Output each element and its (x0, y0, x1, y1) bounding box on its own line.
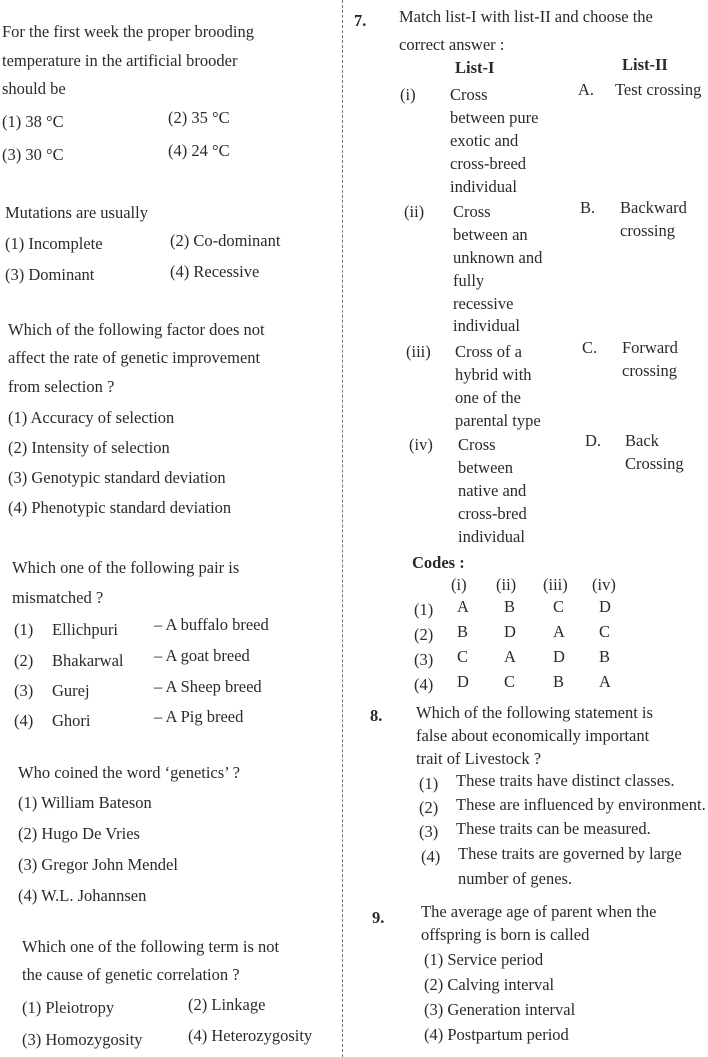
question-stem-line: offspring is born is called (421, 925, 590, 944)
question-stem-line: the cause of genetic correlation ? (22, 965, 240, 984)
code-value: A (599, 672, 611, 691)
question-stem-line: Which of the following statement is (416, 703, 653, 722)
option-text[interactable]: These are influenced by environment. (456, 795, 706, 814)
code-option-number[interactable]: (2) (414, 625, 434, 644)
match-row-number: (iv) (409, 435, 433, 454)
pair-meaning: – A buffalo breed (154, 615, 269, 634)
question-stem-line: Who coined the word ‘genetics’ ? (18, 763, 240, 782)
option-number[interactable]: (2) (419, 798, 439, 817)
question-stem-line: from selection ? (8, 377, 115, 396)
column-divider (342, 0, 343, 1057)
option-2[interactable]: (2) 35 °C (168, 108, 230, 127)
list-1-item-text: unknown and (453, 248, 543, 267)
list-2-item-text: crossing (622, 361, 677, 380)
question-stem-line: trait of Livestock ? (416, 749, 542, 768)
code-value: A (457, 597, 469, 616)
pair-number[interactable]: (4) (14, 711, 34, 730)
option-3[interactable]: (3) Gregor John Mendel (18, 855, 178, 874)
option-3[interactable]: (3) 30 °C (2, 145, 64, 164)
list-1-item-text: recessive (453, 294, 514, 313)
option-3[interactable]: (3) Genotypic standard deviation (8, 468, 226, 487)
question-stem-line: For the first week the proper brooding (2, 22, 255, 41)
option-4[interactable]: (4) W.L. Johannsen (18, 886, 147, 905)
list-2-item-text: Test crossing (615, 80, 702, 99)
list-1-item-text: parental type (455, 411, 541, 430)
question-stem-line: Which one of the following pair is (12, 558, 240, 577)
list-1-item-text: between pure (450, 108, 539, 127)
list-1-item-text: between an (453, 225, 528, 244)
code-value: A (553, 622, 565, 641)
option-2[interactable]: (2) Linkage (188, 995, 266, 1014)
question-stem-line: The average age of parent when the (421, 902, 657, 921)
question-stem-line: affect the rate of genetic improvement (8, 348, 261, 367)
list-1-header: List-I (455, 58, 495, 77)
code-value: D (504, 622, 516, 641)
code-value: A (504, 647, 516, 666)
question-stem-line: false about economically important (416, 726, 650, 745)
list-2-key: C. (582, 338, 598, 357)
option-2[interactable]: (2) Intensity of selection (8, 438, 170, 457)
list-1-item-text: Cross (458, 435, 496, 454)
list-1-item-text: cross-breed (450, 154, 527, 173)
question-number: 8. (370, 706, 383, 725)
pair-meaning: – A goat breed (154, 646, 250, 665)
option-3[interactable]: (3) Homozygosity (22, 1030, 143, 1049)
option-1[interactable]: (1) Pleiotropy (22, 998, 115, 1017)
list-2-item-text: crossing (620, 221, 675, 240)
pair-term: Gurej (52, 681, 90, 700)
list-1-item-text: individual (450, 177, 517, 196)
code-value: D (553, 647, 565, 666)
question-stem-line: Which one of the following term is not (22, 937, 280, 956)
pair-number[interactable]: (1) (14, 620, 34, 639)
pair-term: Bhakarwal (52, 651, 124, 670)
list-2-item-text: Back (625, 431, 659, 450)
list-1-item-text: Cross of a (455, 342, 522, 361)
list-1-item-text: one of the (455, 388, 521, 407)
codes-column-header: (iv) (592, 575, 616, 594)
option-4[interactable]: (4) Phenotypic standard deviation (8, 498, 232, 517)
question-number: 9. (372, 908, 385, 927)
list-1-item-text: Cross (450, 85, 488, 104)
option-3[interactable]: (3) Generation interval (424, 1000, 576, 1019)
option-1[interactable]: (1) William Bateson (18, 793, 152, 812)
list-1-item-text: individual (458, 527, 525, 546)
code-value: C (504, 672, 516, 691)
option-number[interactable]: (1) (419, 774, 439, 793)
option-1[interactable]: (1) Incomplete (5, 234, 103, 253)
option-2[interactable]: (2) Hugo De Vries (18, 824, 140, 843)
list-2-item-text: Forward (622, 338, 678, 357)
list-2-item-text: Crossing (625, 454, 684, 473)
option-2[interactable]: (2) Calving interval (424, 975, 555, 994)
option-text[interactable]: These traits can be measured. (456, 819, 651, 838)
option-text-continued: number of genes. (458, 869, 573, 888)
code-option-number[interactable]: (4) (414, 675, 434, 694)
codes-label: Codes : (412, 553, 465, 572)
pair-meaning: – A Pig breed (154, 707, 244, 726)
question-stem-line: Mutations are usually (5, 203, 148, 222)
list-1-item-text: exotic and (450, 131, 519, 150)
code-value: C (553, 597, 565, 616)
code-value: B (553, 672, 565, 691)
match-row-number: (iii) (406, 342, 431, 361)
option-2[interactable]: (2) Co-dominant (170, 231, 281, 250)
code-value: B (599, 647, 611, 666)
option-text[interactable]: These traits have distinct classes. (456, 771, 675, 790)
code-value: B (457, 622, 469, 641)
code-value: D (457, 672, 469, 691)
option-number[interactable]: (3) (419, 822, 439, 841)
question-stem-line: Which of the following factor does not (8, 320, 265, 339)
question-number: 7. (354, 11, 367, 30)
pair-number[interactable]: (3) (14, 681, 34, 700)
codes-column-header: (ii) (496, 575, 517, 594)
list-2-item-text: Backward (620, 198, 687, 217)
pair-term: Ellichpuri (52, 620, 118, 639)
match-row-number: (i) (400, 85, 416, 104)
option-text[interactable]: These traits are governed by large (458, 844, 682, 863)
option-1[interactable]: (1) Service period (424, 950, 544, 969)
option-number[interactable]: (4) (421, 847, 441, 866)
list-1-item-text: between (458, 458, 513, 477)
list-1-item-text: cross-bred (458, 504, 527, 523)
list-1-item-text: Cross (453, 202, 491, 221)
list-2-key: B. (580, 198, 596, 217)
option-4[interactable]: (4) 24 °C (168, 141, 230, 160)
question-stem-line: temperature in the artificial brooder (2, 51, 238, 70)
pair-number[interactable]: (2) (14, 651, 34, 670)
list-2-header: List-II (622, 55, 668, 74)
list-1-item-text: fully (453, 271, 485, 290)
codes-column-header: (i) (451, 575, 467, 594)
code-value: D (599, 597, 611, 616)
list-1-item-text: individual (453, 316, 520, 335)
option-1[interactable]: (1) Accuracy of selection (8, 408, 175, 427)
code-value: C (599, 622, 611, 641)
code-option-number[interactable]: (3) (414, 650, 434, 669)
question-stem-line: mismatched ? (12, 588, 104, 607)
question-stem-line: Match list-I with list-II and choose the (399, 7, 653, 26)
match-row-number: (ii) (404, 202, 425, 221)
code-value: C (457, 647, 469, 666)
option-4[interactable]: (4) Heterozygosity (188, 1026, 313, 1045)
code-value: B (504, 597, 516, 616)
list-1-item-text: hybrid with (455, 365, 532, 384)
list-2-key: D. (585, 431, 602, 450)
pair-meaning: – A Sheep breed (154, 677, 262, 696)
codes-column-header: (iii) (543, 575, 568, 594)
option-1[interactable]: (1) 38 °C (2, 112, 64, 131)
pair-term: Ghori (52, 711, 91, 730)
option-4[interactable]: (4) Postpartum period (424, 1025, 569, 1044)
list-2-key: A. (578, 80, 595, 99)
option-3[interactable]: (3) Dominant (5, 265, 95, 284)
list-1-item-text: native and (458, 481, 527, 500)
code-option-number[interactable]: (1) (414, 600, 434, 619)
option-4[interactable]: (4) Recessive (170, 262, 260, 281)
question-stem-line: should be (2, 79, 66, 98)
question-stem-line: correct answer : (399, 35, 505, 54)
